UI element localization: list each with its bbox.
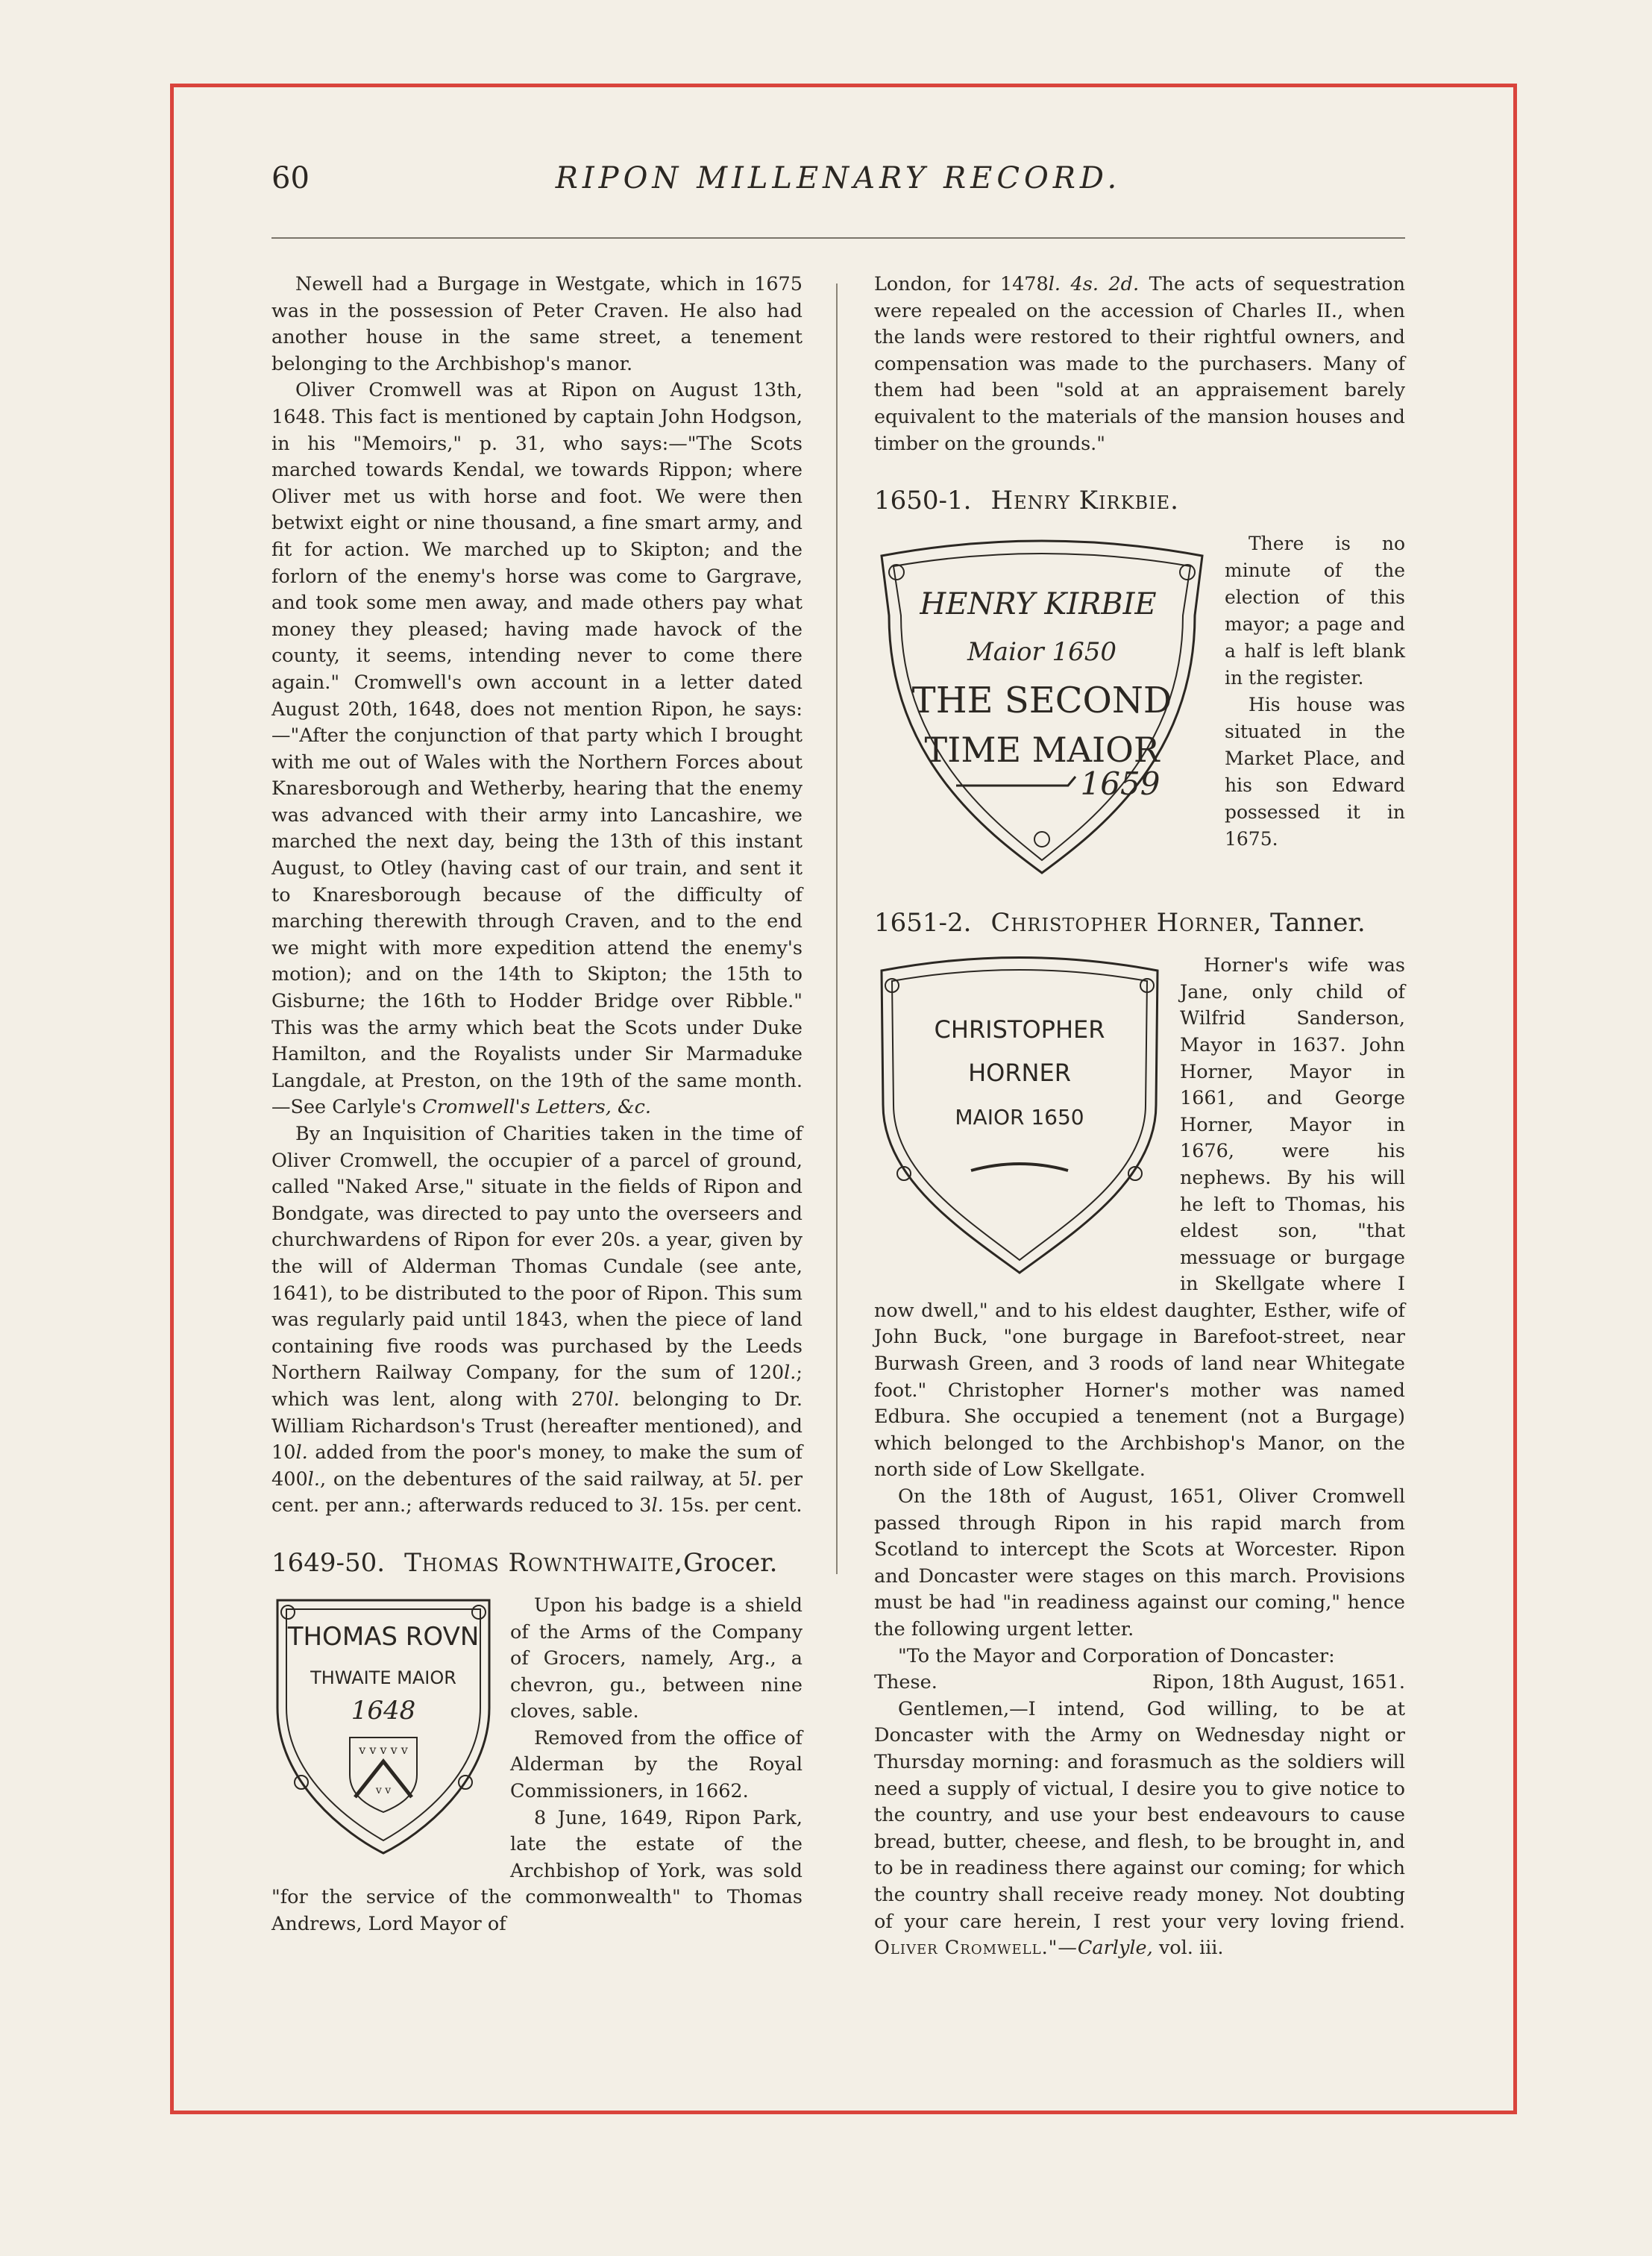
paragraph: There is no minute of the election of this mayor; a page and a half is left blank in the register. (1225, 533, 1405, 689)
entry-heading-1651: 1651-2. Christopher Horner, Tanner. (874, 908, 1366, 939)
badge-text: MAIOR 1650 (955, 1105, 1084, 1130)
flourish-icon (971, 1164, 1068, 1171)
svg-text:v v: v v (375, 1784, 392, 1796)
badge-text: CHRISTOPHER (934, 1015, 1105, 1044)
paragraph: By an Inquisition of Charities taken in the time of Oliver Cromwell, the occupier of a parcel of ground, called "Naked Arse," situate in the fields of Ripon and Bondgate, was directed to pay unto the overseers and churchwardens of Ripon for ever 20s. a year, given by the will of Alderman Thomas Cundale (see ante, 1641), to be distributed to the poor of Ripon. This sum was regularly paid until 1843, when the piece of land containing five roods was purchased by the Leeds Northern Railway Company, for the sum of 120l.; which was lent, along with 270l. belonging to Dr. William Richardson's Trust (hereafter mentioned), and 10l. added from the poor's money, to make the sum of 400l., on the debentures of the said railway, at 5l. per cent. per ann.; afterwards reduced to 3l. 15s. per cent. (271, 1123, 803, 1517)
badge-year: 1659 (1080, 765, 1161, 803)
paragraph: On the 18th of August, 1651, Oliver Cromwell passed through Ripon in his rapid march from Scotland to intercept the Scots at Worcester. Ripon and Doncaster were stages on this march. Provisions must be had "in readiness against our coming," hence the following urgent letter. (874, 1485, 1405, 1641)
column-divider (836, 283, 838, 1574)
entry-heading-1650: 1650-1. Henry Kirkbie. (874, 486, 1179, 516)
badge-text: THWAITE MAIOR (310, 1667, 456, 1688)
paragraph: His house was situated in the Market Place, and his son Edward possessed it in 1675. (1225, 694, 1405, 850)
paragraph: Removed from the office of Alderman by the Royal Commissioners, in 1662. (510, 1726, 803, 1803)
paragraph: Upon his badge is a shield of the Arms of the Company of Grocers, namely, Arg., a chevron, gu., between nine cloves, sable. (510, 1594, 803, 1723)
paragraph: Newell had a Burgage in Westgate, which in 1675 was in the possession of Peter Craven. He also had another house in the same street, a tenement belonging to the Archbishop's manor. (271, 273, 803, 375)
letter-dateline: These. Ripon, 18th August, 1651. (874, 1671, 1405, 1694)
paragraph: London, for 1478l. 4s. 2d. The acts of sequestration were repealed on the accession of Charles II., when the lands were restored to their rightful owners, and compensation was made to the purchasers. Many of them had been "sold at an appraisement barely equivalent to the materials of the mansion houses and timber on the grounds." (874, 273, 1406, 455)
page-number: 60 (271, 161, 310, 195)
badge-year: 1648 (351, 1695, 416, 1726)
badge-text: TIME MAIOR (924, 730, 1160, 771)
badge-text: HORNER (968, 1059, 1071, 1088)
paragraph: Oliver Cromwell was at Ripon on August 13th, 1648. This fact is mentioned by captain John Hodgson, in his "Memoirs," p. 31, who says:—"The Scots marched towards Kendal, we towards Rippon; where Oliver met us with horse and foot. We were then betwixt eight or nine thousand, a fine smart army, and fit for action. We marched up to Skipton; and the forlorn of the enemy's horse was come to Gargrave, and took some men away, and made others pay what money they pleased; having made havock of the county, it seems, intending never to come there again." Cromwell's own account in a letter dated August 20th, 1648, does not mention Ripon, he says:—"After the conjunction of that party which I brought with me out of Wales with the Northern Forces about Knaresborough and Wetherby, hearing that the enemy was advanced with their army into Lancashire, we marched the next day, being the 13th of this instant August, to Otley (having cast of our train, and sent it to Knaresborough because of the difficulty of marching therewith through Craven, and to the end we might with more expedition attend the enemy's motion); and on the 14th to Skipton; the 15th to Gisburne; the 16th to Hodder Bridge over Ribble." This was the army which beat the Scots under Duke Hamilton, and the Royalists under Sir Marmaduke Langdale, at Preston, on the 19th of the same month.—See Carlyle's Cromwell's Letters, &c. (271, 379, 803, 1119)
badge-rownthwaite (271, 1596, 495, 1857)
badge-text: THOMAS ROVN (287, 1621, 480, 1652)
header-rule (271, 237, 1405, 239)
flourish-icon (956, 777, 1075, 786)
page-header (271, 161, 1405, 213)
grocers-arms-icon (350, 1738, 417, 1812)
running-title: RIPON MILLENARY RECORD. (555, 161, 1122, 195)
paragraph: 8 June, 1649, Ripon Park, late the estate of the Archbishop of York, was sold "for the service of the commonwealth" to Thomas Andrews, Lord Mayor of (271, 1806, 803, 1936)
badge-text: HENRY KIRBIE (920, 587, 1157, 622)
paragraph: "To the Mayor and Corporation of Doncaster: (898, 1644, 1335, 1667)
badge-text: THE SECOND (911, 680, 1172, 722)
svg-text:v v v v v: v v v v v (359, 1742, 408, 1757)
badge-kirkbie (874, 533, 1210, 877)
paragraph: Gentlemen,—I intend, God willing, to be at Doncaster with the Army on Wednesday night or Thursday morning: and forasmuch as the soldiers will need a supply of victual, I desire you to give notice to the country, and use your best endeavours to cause bread, butter, cheese, and flesh, to be brought in, and to be in readiness there against our coming; for which the country shall receive ready money. Not doubting of your care herein, I rest your very loving friend. Oliver Cromwell."—Carlyle, vol. iii. (874, 1697, 1405, 1960)
entry-heading-1649: 1649-50. Thomas Rownthwaite,Grocer. (271, 1547, 778, 1578)
badge-text: Maior 1650 (967, 637, 1117, 668)
paragraph: Horner's wife was Jane, only child of Wilfrid Sanderson, Mayor in 1637. John Horner, Mayor in 1661, and George Horner, Mayor in 1676, were his nephews. By his will he left to Thomas, his eldest son, "that messuage or burgage in Skellgate where I now dwell," and to his eldest daughter, Esther, wife of John Buck, "one burgage in Barefoot-street, near Burwash Green, and 3 roods of land near Whitegate foot." Christopher Horner's mother was named Edbura. She occupied a tenement (not a Burgage) which belonged to the Archbishop's Manor, on the north side of Low Skellgate. (874, 954, 1405, 1482)
left-column (271, 272, 803, 1938)
badge-horner (874, 956, 1165, 1276)
right-column (874, 272, 1405, 1962)
